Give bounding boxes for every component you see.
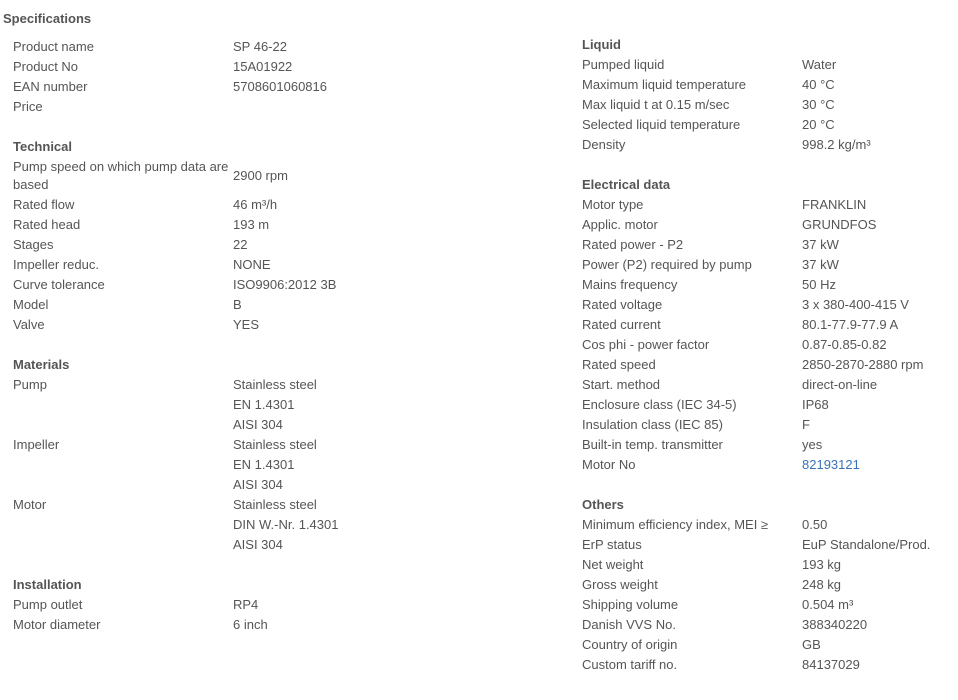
- spec-value: Stainless steel: [233, 377, 317, 392]
- spec-value: yes: [802, 437, 823, 452]
- spec-value: 15A01922: [233, 59, 293, 74]
- spec-label: ErP status: [582, 537, 642, 552]
- spec-value: 30 °C: [802, 97, 835, 112]
- spec-value: EuP Standalone/Prod.: [802, 537, 931, 552]
- spec-label: Country of origin: [582, 637, 678, 652]
- spec-label: Net weight: [582, 557, 644, 572]
- motor-no-link[interactable]: 82193121: [802, 457, 860, 472]
- spec-label: Power (P2) required by pump: [582, 257, 752, 272]
- spec-label: Max liquid t at 0.15 m/sec: [582, 97, 730, 112]
- spec-value: 248 kg: [802, 577, 842, 592]
- spec-value: 2850-2870-2880 rpm: [802, 357, 924, 372]
- spec-label: Product name: [13, 39, 94, 54]
- spec-label: Start. method: [582, 377, 661, 392]
- spec-value: F: [802, 417, 810, 432]
- spec-label: Model: [13, 297, 49, 312]
- spec-value: 3 x 380-400-415 V: [802, 297, 909, 312]
- spec-label: Custom tariff no.: [582, 657, 678, 672]
- spec-value: 0.504 m³: [802, 597, 854, 612]
- spec-label: Stages: [13, 237, 54, 252]
- spec-value: 50 Hz: [802, 277, 836, 292]
- spec-value: 22: [233, 237, 248, 252]
- spec-value: 2900 rpm: [233, 168, 288, 183]
- spec-label: Rated power - P2: [582, 237, 684, 252]
- spec-value: ISO9906:2012 3B: [233, 277, 337, 292]
- spec-value: GB: [802, 637, 821, 652]
- spec-label: Motor type: [582, 197, 644, 212]
- spec-label: Rated current: [582, 317, 661, 332]
- spec-value: GRUNDFOS: [802, 217, 877, 232]
- spec-label: Valve: [13, 317, 45, 332]
- spec-value: 193 kg: [802, 557, 842, 572]
- spec-label: Motor diameter: [13, 617, 101, 632]
- spec-label: Cos phi - power factor: [582, 337, 710, 352]
- spec-value: NONE: [233, 257, 271, 272]
- spec-value: RP4: [233, 597, 259, 612]
- spec-label: Density: [582, 137, 626, 152]
- spec-value: 84137029: [802, 657, 860, 672]
- spec-value: 20 °C: [802, 117, 835, 132]
- spec-value: 0.50: [802, 517, 828, 532]
- spec-label: Impeller: [13, 437, 60, 452]
- spec-label: Pumped liquid: [582, 57, 665, 72]
- spec-value: IP68: [802, 397, 829, 412]
- spec-label: Pump: [13, 377, 47, 392]
- spec-value: YES: [233, 317, 260, 332]
- spec-label: Motor No: [582, 457, 636, 472]
- spec-label: Rated speed: [582, 357, 656, 372]
- spec-value: Water: [802, 57, 837, 72]
- spec-value: 80.1-77.9-77.9 A: [802, 317, 899, 332]
- spec-label: Rated voltage: [582, 297, 663, 312]
- spec-value: Stainless steel: [233, 497, 317, 512]
- spec-value: EN 1.4301: [233, 457, 295, 472]
- spec-value: FRANKLIN: [802, 197, 867, 212]
- spec-label: Selected liquid temperature: [582, 117, 741, 132]
- section-title-electrical: Electrical data: [582, 177, 671, 192]
- spec-value: 37 kW: [802, 257, 839, 272]
- spec-value: AISI 304: [233, 537, 283, 552]
- spec-value: 6 inch: [233, 617, 268, 632]
- spec-value: 46 m³/h: [233, 197, 278, 212]
- page-title: Specifications: [3, 11, 92, 26]
- spec-label: Insulation class (IEC 85): [582, 417, 723, 432]
- spec-value: SP 46-22: [233, 39, 287, 54]
- spec-value: AISI 304: [233, 477, 283, 492]
- spec-value: 37 kW: [802, 237, 839, 252]
- spec-value: 998.2 kg/m³: [802, 137, 871, 152]
- spec-label: Pump outlet: [13, 597, 83, 612]
- spec-value: AISI 304: [233, 417, 283, 432]
- spec-label: Minimum efficiency index, MEI ≥: [582, 517, 769, 532]
- spec-label: Built-in temp. transmitter: [582, 437, 723, 452]
- spec-label: Rated flow: [13, 197, 75, 212]
- spec-label: Mains frequency: [582, 277, 678, 292]
- spec-label: Rated head: [13, 217, 81, 232]
- section-title-liquid: Liquid: [582, 37, 621, 52]
- spec-label: Motor: [13, 497, 47, 512]
- spec-value: 388340220: [802, 617, 868, 632]
- section-title-others: Others: [582, 497, 624, 512]
- spec-label: Price: [13, 99, 43, 114]
- spec-label: Product No: [13, 59, 79, 74]
- spec-label: Impeller reduc.: [13, 257, 99, 272]
- spec-label: Maximum liquid temperature: [582, 77, 747, 92]
- spec-value: direct-on-line: [802, 377, 878, 392]
- spec-value: 193 m: [233, 217, 270, 232]
- spec-value: B: [233, 297, 242, 312]
- spec-value: DIN W.-Nr. 1.4301: [233, 517, 339, 532]
- section-title-materials: Materials: [13, 357, 70, 372]
- section-title-installation: Installation: [13, 577, 82, 592]
- spec-label: EAN number: [13, 79, 88, 94]
- spec-value: 5708601060816: [233, 79, 327, 94]
- spec-label: Pump speed on which pump data are based: [13, 159, 229, 192]
- spec-value: Stainless steel: [233, 437, 317, 452]
- spec-label: Gross weight: [582, 577, 658, 592]
- spec-value: 40 °C: [802, 77, 835, 92]
- spec-label: Curve tolerance: [13, 277, 105, 292]
- spec-label: Danish VVS No.: [582, 617, 676, 632]
- spec-value: EN 1.4301: [233, 397, 295, 412]
- section-title-technical: Technical: [13, 139, 73, 154]
- spec-value: 0.87-0.85-0.82: [802, 337, 887, 352]
- spec-label: Enclosure class (IEC 34-5): [582, 397, 737, 412]
- spec-label: Shipping volume: [582, 597, 679, 612]
- spec-label: Applic. motor: [582, 217, 658, 232]
